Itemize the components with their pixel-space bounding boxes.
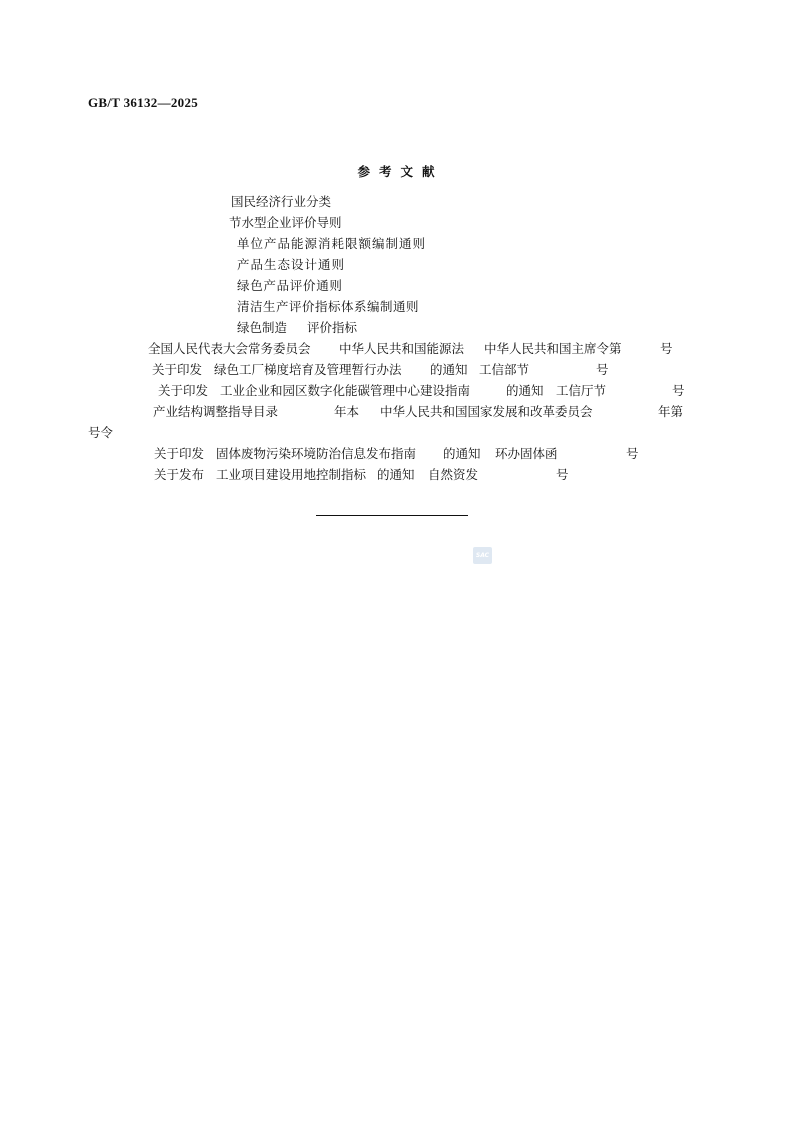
reference-text: 工业企业和园区数字化能碳管理中心建设指南 (220, 383, 471, 398)
reference-text: 号 (596, 362, 609, 377)
reference-text: 关于印发 (158, 383, 209, 398)
reference-text: 环办固体函 (495, 446, 558, 461)
reference-text: 的通知 (443, 446, 481, 461)
reference-text: 号令 (88, 425, 114, 440)
reference-text: 绿色制造 (237, 320, 288, 335)
reference-text: 清洁生产评价指标体系编制通则 (237, 299, 420, 314)
section-title: 参考文献 (357, 164, 444, 179)
reference-text: 国民经济行业分类 (231, 194, 332, 209)
reference-text: 中华人民共和国国家发展和改革委员会 (380, 404, 593, 419)
reference-text: 工业项目建设用地控制指标 (216, 467, 367, 482)
reference-text: 单位产品能源消耗限额编制通则 (237, 236, 427, 251)
reference-text: 年第 (658, 404, 684, 419)
reference-text: 中华人民共和国主席令第 (484, 341, 622, 356)
reference-text: 的通知 (506, 383, 544, 398)
reference-text: 评价指标 (307, 320, 358, 335)
reference-text: 绿色工厂梯度培育及管理暂行办法 (214, 362, 402, 377)
end-divider (316, 515, 468, 516)
reference-text: 中华人民共和国能源法 (339, 341, 465, 356)
reference-text: 自然资发 (428, 467, 479, 482)
reference-text: 号 (626, 446, 639, 461)
reference-text: 全国人民代表大会常务委员会 (148, 341, 311, 356)
reference-text: 工信部节 (479, 362, 530, 377)
standard-code: GB/T 36132—2025 (88, 95, 199, 110)
reference-text: 工信厅节 (556, 383, 607, 398)
reference-text: 号 (672, 383, 685, 398)
reference-text: 的通知 (377, 467, 415, 482)
reference-text: 关于印发 (154, 446, 205, 461)
reference-text: 号 (556, 467, 569, 482)
sac-watermark-logo: SAC (473, 547, 492, 564)
reference-text: 节水型企业评价导则 (229, 215, 342, 230)
reference-text: 号 (660, 341, 673, 356)
reference-text: 关于发布 (154, 467, 205, 482)
reference-text: 关于印发 (152, 362, 203, 377)
reference-text: 产品生态设计通则 (237, 257, 346, 272)
reference-text: 年本 (334, 404, 360, 419)
reference-text: 产业结构调整指导目录 (153, 404, 279, 419)
reference-text: 的通知 (430, 362, 468, 377)
reference-text: 绿色产品评价通则 (237, 278, 343, 293)
reference-text: 固体废物污染环境防治信息发布指南 (216, 446, 417, 461)
